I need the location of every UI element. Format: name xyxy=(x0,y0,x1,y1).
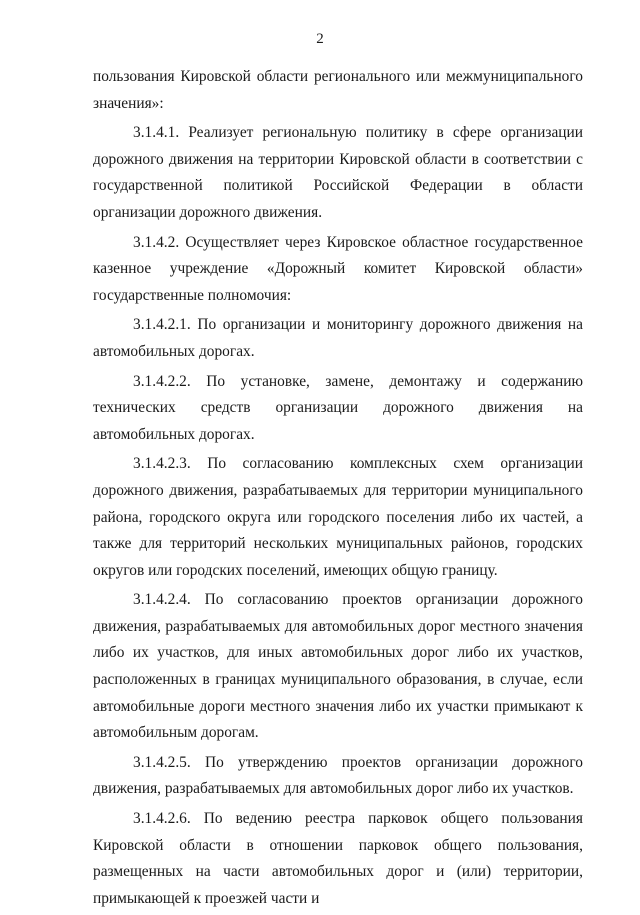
paragraph: 3.1.4.1. Реализует региональную политику в сфере организации дорожного движения на территории Кировской области в соответствии с государственной политикой Российской Федерации в области организации дорожного движения. xyxy=(93,124,583,221)
page-number: 2 xyxy=(316,31,324,47)
document-body xyxy=(93,64,583,915)
paragraph: пользования Кировской области регионального или межмуниципального значения»: xyxy=(93,68,583,112)
paragraph: 3.1.4.2. Осуществляет через Кировское областное государственное казенное учреждение «Дорожный комитет Кировской области» государственные полномочия: xyxy=(93,233,583,304)
paragraph: 3.1.4.2.3. По согласованию комплексных схем организации дорожного движения, разрабатываемых для территории муниципального района, городского округа или городского поселения либо их частей, а также для территорий нескольких муниципальных районов, городских округов или городских поселений, имеющих общую границу. xyxy=(93,455,583,579)
paragraph: 3.1.4.2.4. По согласованию проектов организации дорожного движения, разрабатываемых для автомобильных дорог местного значения либо их участков, для иных автомобильных дорог либо их участков, расположенных в границах муниципального образования, в случае, если автомобильные дороги местного значения либо их участки примыкают к автомобильным дорогам. xyxy=(93,591,583,742)
paragraph: 3.1.4.2.1. По организации и мониторингу дорожного движения на автомобильных дорогах. xyxy=(93,316,583,360)
paragraph: 3.1.4.2.5. По утверждению проектов организации дорожного движения, разрабатываемых для автомобильных дорог либо их участков. xyxy=(93,753,583,798)
paragraph: 3.1.4.2.2. По установке, замене, демонтажу и содержанию технических средств организации дорожного движения на автомобильных дорогах. xyxy=(93,372,583,443)
paragraph: 3.1.4.2.6. По ведению реестра парковок общего пользования Кировской области в отношении парковок общего пользования, размещенных на части автомобильных дорог и (или) территории, примыкающей к проезжей части и xyxy=(93,810,583,907)
